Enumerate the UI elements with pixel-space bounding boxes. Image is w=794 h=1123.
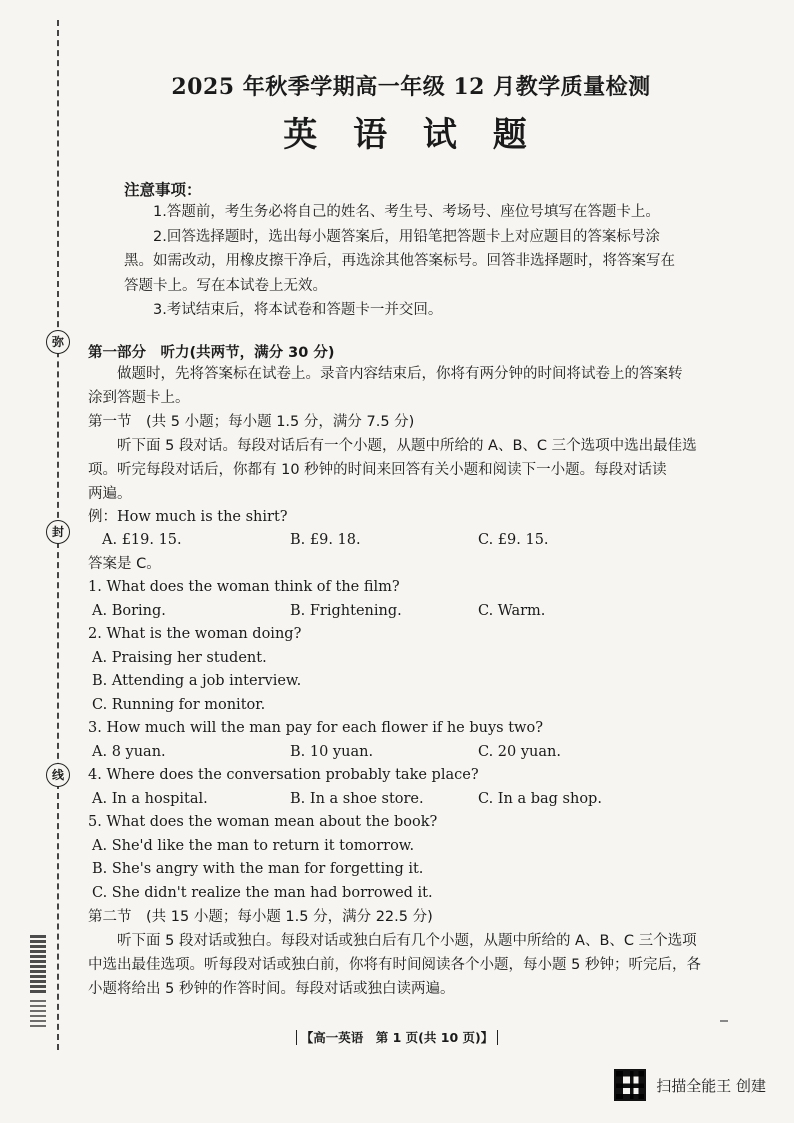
question-1: 1. What does the woman think of the film? — [88, 579, 400, 595]
question-5-option-a: A. She'd like the man to return it tomorrow. — [92, 837, 415, 854]
section1-heading: 第一节 (共 5 小题；每小题 1.5 分，满分 7.5 分) — [88, 413, 415, 430]
page-tick-mark — [720, 1020, 728, 1022]
notice-item-2: 2.回答选择题时，选出每小题答案后，用铅笔把答题卡上对应题目的答案标号涂 — [153, 228, 660, 245]
example-question: 例：How much is the shirt? — [88, 508, 288, 525]
question-4: 4. Where does the conversation probably take place? — [88, 767, 479, 783]
exam-content — [88, 70, 734, 1001]
binding-mark-xian: 线 — [46, 763, 70, 787]
question-3-option-b: B. 10 yuan. — [290, 743, 374, 760]
binding-vertical-label-small — [30, 1000, 46, 1030]
question-2: 2. What is the woman doing? — [88, 626, 302, 642]
notice-block — [88, 200, 734, 323]
section1-intro-line2: 项。听完每段对话后，你都有 10 秒钟的时间来回答有关小题和阅读下一小题。每段对话读 — [88, 461, 667, 478]
question-4-option-c: C. In a bag shop. — [478, 790, 602, 807]
notice-item-2-cont2: 答题卡上。写在本试卷上无效。 — [124, 277, 327, 294]
binding-mark-mi: 弥 — [46, 330, 70, 354]
example-options — [88, 529, 734, 553]
notice-title: 注意事项： — [124, 181, 202, 199]
question-3-option-c: C. 20 yuan. — [478, 743, 561, 760]
example-option-a: A. £19. 15. — [102, 532, 182, 548]
scanner-watermark — [614, 1069, 766, 1101]
exam-subtitle: 2025 年秋季学期高一年级 12 月教学质量检测 — [171, 74, 651, 100]
question-5-option-c: C. She didn't realize the man had borrowed it. — [92, 884, 433, 901]
example-option-b: B. £9. 18. — [290, 532, 361, 548]
section2-intro-line3: 小题将给出 5 秒钟的作答时间。每段对话或独白读两遍。 — [88, 981, 455, 997]
notice-item-1: 1.答题前，考生务必将自己的姓名、考生号、考场号、座位号填写在答题卡上。 — [153, 204, 660, 220]
part1-heading: 第一部分 听力(共两节，满分 30 分) — [88, 344, 335, 361]
section2-heading: 第二节 (共 15 小题；每小题 1.5 分，满分 22.5 分) — [88, 909, 433, 925]
question-1-option-b: B. Frightening. — [290, 602, 402, 619]
example-answer: 答案是 C。 — [88, 555, 161, 572]
qr-code-icon — [614, 1069, 646, 1101]
question-2-option-c: C. Running for monitor. — [92, 696, 266, 713]
binding-vertical-label — [30, 935, 46, 995]
question-1-option-c: C. Warm. — [478, 602, 546, 619]
question-1-options — [88, 600, 734, 624]
scanner-watermark-text: 扫描全能王 创建 — [656, 1076, 766, 1095]
section1-intro-line3: 两遍。 — [88, 485, 132, 502]
section1-intro-line1: 听下面 5 段对话。每段对话后有一个小题，从题中所给的 A、B、C 三个选项中选出最佳选 — [117, 437, 697, 454]
question-5: 5. What does the woman mean about the book? — [88, 814, 438, 830]
question-1-option-a: A. Boring. — [92, 602, 166, 619]
part1-intro-line1: 做题时，先将答案标在试卷上。录音内容结束后，你将有两分钟的时间将试卷上的答案转 — [117, 365, 683, 382]
question-4-options — [88, 788, 734, 812]
question-3-option-a: A. 8 yuan. — [92, 743, 166, 760]
example-option-c: C. £9. 15. — [478, 532, 549, 548]
binding-mark-feng: 封 — [46, 520, 70, 544]
page-footer — [0, 1028, 794, 1046]
notice-item-3: 3.考试结束后，将本试卷和答题卡一并交回。 — [153, 302, 443, 318]
question-4-option-a: A. In a hospital. — [92, 790, 208, 807]
section2-intro-line1: 听下面 5 段对话或独白。每段对话或独白后有几个小题，从题中所给的 A、B、C 三个选项 — [117, 933, 697, 949]
part1-intro-line2: 涂到答题卡上。 — [88, 389, 190, 406]
question-4-option-b: B. In a shoe store. — [290, 790, 424, 807]
section2-intro-line2: 中选出最佳选项。听每段对话或独白前，你将有时间阅读各个小题，每小题 5 秒钟；听完后，各 — [88, 957, 701, 973]
question-2-option-b: B. Attending a job interview. — [92, 673, 302, 689]
question-2-option-a: A. Praising her student. — [92, 649, 267, 666]
exam-title: 英 语 试 题 — [283, 115, 539, 155]
question-3-options — [88, 741, 734, 765]
question-5-option-b: B. She's angry with the man for forgetting it. — [92, 861, 424, 877]
page-footer-text: 【高一英语 第 1 页(共 10 页)】 — [296, 1030, 498, 1045]
notice-item-2-cont: 黑。如需改动，用橡皮擦干净后，再选涂其他答案标号。回答非选择题时，将答案写在 — [124, 253, 675, 269]
question-3: 3. How much will the man pay for each flower if he buys two? — [88, 720, 543, 736]
